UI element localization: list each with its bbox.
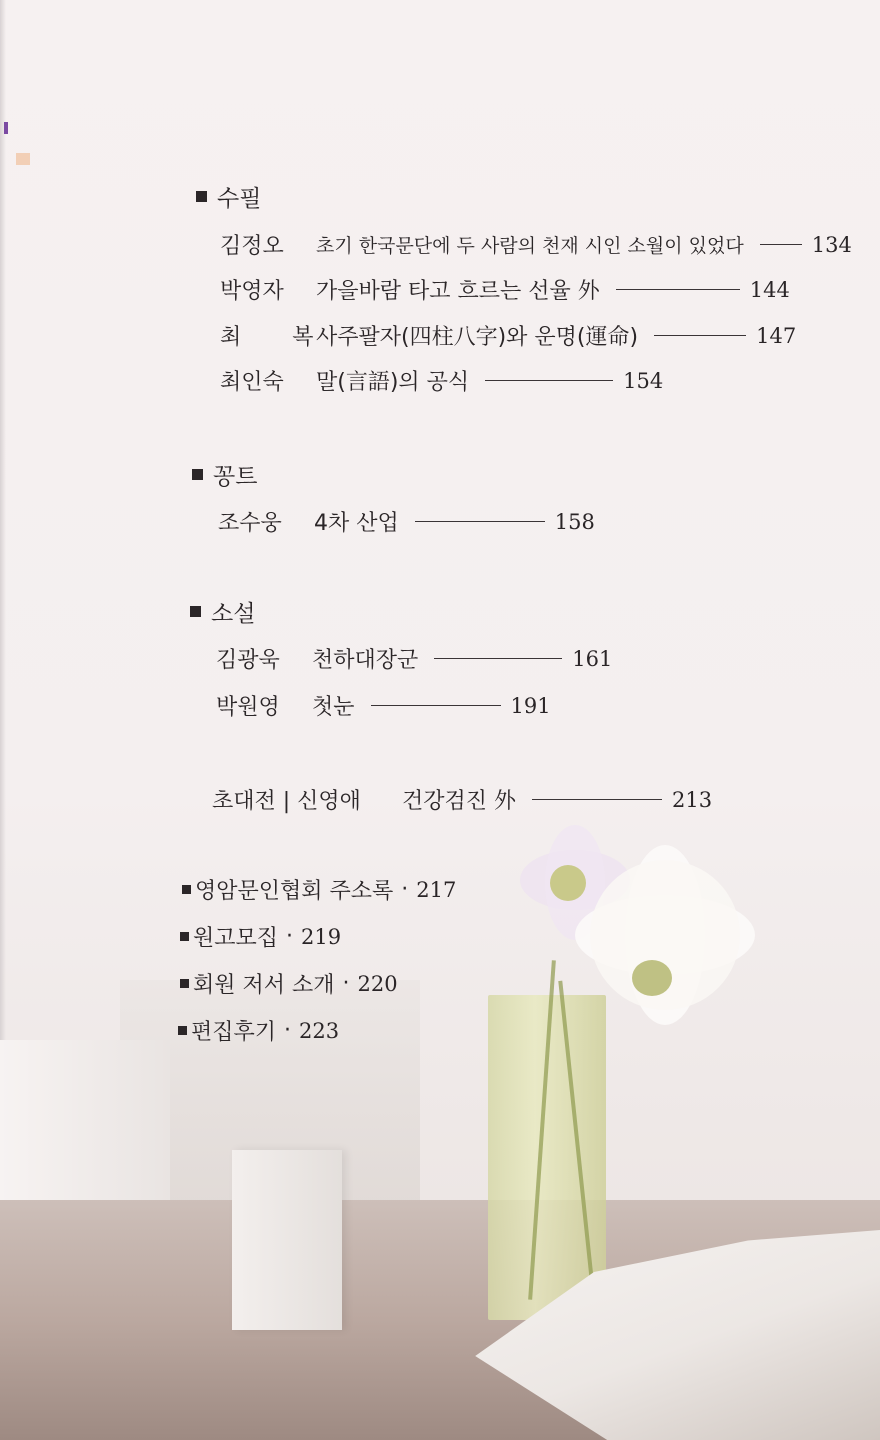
entry-author: 최인숙	[220, 370, 284, 395]
appendix-item: 원고모집 · 219	[180, 921, 341, 952]
entry-title: 말(言語)의 공식	[316, 370, 470, 395]
square-bullet-icon	[190, 606, 201, 617]
toc-entry	[218, 506, 595, 537]
entry-author: 최 복	[220, 325, 336, 350]
appendix-label: 영암문인협회 주소록	[195, 879, 394, 904]
leader-line	[532, 799, 662, 801]
invited-label: 초대전 | 신영애	[212, 789, 361, 814]
leader-line	[371, 705, 501, 707]
daisy-flower	[570, 840, 760, 1030]
section-heading-essay	[196, 180, 261, 213]
entry-author: 김광욱	[216, 648, 280, 673]
leader-line	[434, 658, 562, 660]
color-tab	[16, 153, 30, 165]
toc-entry	[220, 365, 663, 396]
entry-author: 박원영	[216, 695, 280, 720]
entry-author: 조수웅	[218, 511, 282, 536]
appendix-page: 217	[416, 877, 457, 902]
entry-author: 김정오	[220, 234, 284, 259]
appendix-label: 회원 저서 소개	[193, 973, 335, 998]
leader-line	[760, 244, 802, 246]
entry-title: 천하대장군	[312, 648, 419, 673]
section-heading-novel	[190, 595, 255, 628]
leader-line	[654, 335, 746, 337]
appendix-item: 영암문인협회 주소록 · 217	[182, 874, 456, 905]
square-bullet-icon	[192, 469, 203, 480]
entry-page: 134	[811, 232, 852, 257]
entry-page: 191	[510, 693, 551, 718]
square-bullet-icon	[182, 885, 191, 894]
entry-author: 박영자	[220, 279, 284, 304]
appendix-label: 원고모집	[193, 926, 279, 951]
entry-page: 158	[554, 509, 595, 534]
square-bullet-icon	[196, 191, 207, 202]
appendix-page: 219	[301, 924, 342, 949]
entry-page: 161	[572, 646, 613, 671]
entry-page: 144	[749, 277, 790, 302]
ink-mark	[4, 122, 8, 134]
leader-line	[485, 380, 613, 382]
entry-page: 154	[623, 368, 664, 393]
appendix-page: 223	[299, 1018, 340, 1043]
appendix-item: 편집후기 · 223	[178, 1015, 339, 1046]
entry-page: 147	[756, 323, 797, 348]
toc-entry	[216, 643, 612, 674]
entry-title: 초기 한국문단에 두 사람의 천재 시인 소월이 있었다	[316, 235, 744, 257]
entry-page: 213	[672, 787, 713, 812]
section-heading-label: 꽁트	[213, 464, 258, 490]
entry-title: 건강검진 外	[402, 789, 517, 814]
section-heading-label: 소설	[211, 601, 256, 627]
square-bullet-icon	[180, 932, 189, 941]
entry-title: 첫눈	[312, 695, 355, 720]
invited-exhibition-entry	[212, 784, 712, 815]
appendix-item: 회원 저서 소개 · 220	[180, 968, 398, 999]
toc-entry	[216, 690, 551, 721]
toc-entry	[220, 229, 852, 260]
leader-line	[616, 289, 740, 291]
square-bullet-icon	[178, 1026, 187, 1035]
appendix-page: 220	[357, 971, 398, 996]
entry-title: 4차 산업	[314, 511, 399, 536]
entry-title: 가을바람 타고 흐르는 선율 外	[316, 279, 600, 304]
toc-entry	[220, 320, 796, 351]
section-heading-label: 수필	[217, 186, 262, 212]
standing-card-middle	[232, 1150, 342, 1330]
square-bullet-icon	[180, 979, 189, 988]
appendix-label: 편집후기	[191, 1020, 277, 1045]
section-heading-conte	[192, 458, 257, 491]
leader-line	[415, 521, 545, 523]
entry-title: 사주팔자(四柱八字)와 운명(運命)	[316, 325, 639, 350]
toc-entry	[220, 274, 790, 305]
